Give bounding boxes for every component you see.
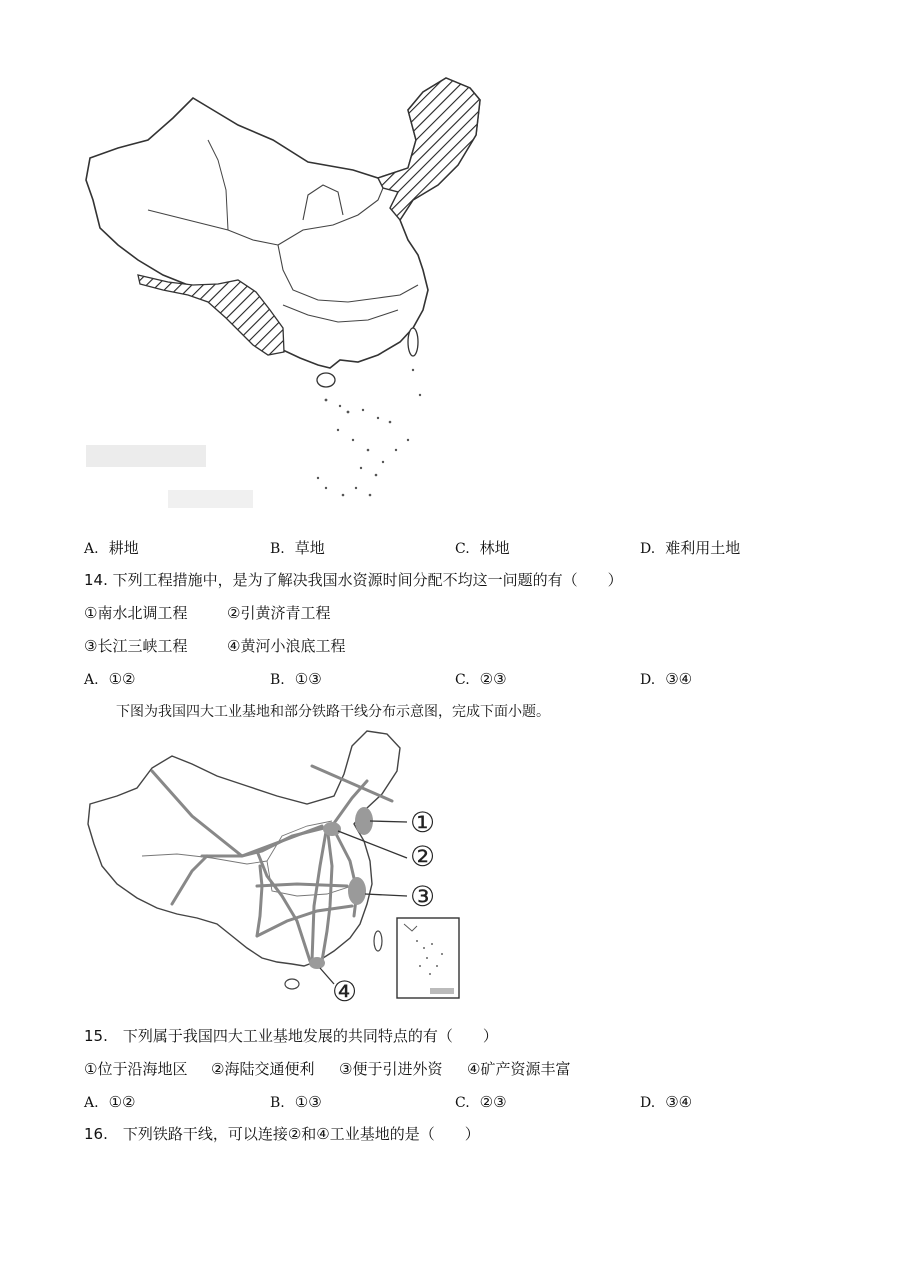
option-text: ①② — [108, 1093, 136, 1111]
option-text: 耕地 — [108, 539, 139, 557]
marker-4: ④ — [332, 975, 358, 1008]
taiwan-island — [374, 931, 382, 951]
option-letter: B. — [270, 541, 285, 557]
marker-2: ② — [410, 840, 436, 873]
option-letter: A. — [84, 672, 99, 688]
option-text: ①② — [108, 670, 136, 688]
base-jingjintang — [323, 822, 341, 836]
q14-option-a[interactable] — [84, 669, 135, 690]
taiwan-island — [408, 328, 418, 356]
q15-item-1: ①位于沿海地区 — [84, 1060, 188, 1078]
q15-option-d[interactable] — [640, 1092, 692, 1113]
option-text: ③④ — [665, 670, 693, 688]
q13-option-a[interactable] — [84, 538, 139, 559]
option-letter: C. — [455, 672, 470, 688]
option-text: ②③ — [479, 1093, 507, 1111]
option-letter: A. — [84, 1095, 99, 1111]
q14-item-4: ④黄河小浪底工程 — [227, 637, 346, 655]
q14-item-2: ②引黄济青工程 — [227, 604, 331, 622]
option-letter: C. — [455, 1095, 470, 1111]
option-text: ②③ — [479, 670, 507, 688]
q15-option-b[interactable] — [270, 1092, 322, 1113]
q15-item-2: ②海陆交通便利 — [211, 1060, 315, 1078]
base-huning — [348, 877, 366, 905]
q14-option-c[interactable] — [455, 669, 507, 690]
industrial-base-map — [82, 726, 467, 1008]
q14-item-1: ①南水北调工程 — [84, 604, 188, 622]
hainan-island — [317, 373, 335, 387]
option-text: ①③ — [294, 1093, 322, 1111]
south-sea-islands — [317, 369, 421, 497]
q14-option-b[interactable] — [270, 669, 322, 690]
option-text: 林地 — [479, 539, 510, 557]
option-letter: B. — [270, 1095, 285, 1111]
option-text: 草地 — [294, 539, 325, 557]
option-text: ③④ — [665, 1093, 693, 1111]
option-letter: B. — [270, 672, 285, 688]
option-letter: D. — [640, 672, 656, 688]
marker-1: ① — [410, 806, 436, 839]
option-text: 难利用土地 — [665, 539, 741, 557]
base-zhujiang — [309, 957, 325, 969]
option-letter: D. — [640, 541, 656, 557]
south-sea-inset — [397, 918, 459, 998]
q15-item-3: ③便于引进外资 — [339, 1060, 443, 1078]
option-text: ①③ — [294, 670, 322, 688]
hainan-island — [285, 979, 299, 989]
option-letter: A. — [84, 541, 99, 557]
q13-option-b[interactable] — [270, 538, 325, 559]
option-letter: D. — [640, 1095, 656, 1111]
q13-option-c[interactable] — [455, 538, 510, 559]
q14-option-d[interactable] — [640, 669, 692, 690]
map2-intro: 下图为我国四大工业基地和部分铁路干线分布示意图，完成下面小题。 — [116, 704, 550, 720]
china-outline — [88, 731, 400, 966]
q15-option-c[interactable] — [455, 1092, 507, 1113]
q15-option-a[interactable] — [84, 1092, 135, 1113]
q13-option-d[interactable] — [640, 538, 740, 559]
land-use-map — [78, 70, 498, 525]
q15-item-4: ④矿产资源丰富 — [467, 1060, 571, 1078]
marker-3: ③ — [410, 880, 436, 913]
option-letter: C. — [455, 541, 470, 557]
q16-question: 16. 下列铁路干线，可以连接②和④工业基地的是（ ） — [84, 1125, 480, 1143]
q14-question: 14. 下列工程措施中，是为了解决我国水资源时间分配不均这一问题的有（ ） — [84, 571, 623, 589]
q15-question: 15. 下列属于我国四大工业基地发展的共同特点的有（ ） — [84, 1027, 498, 1045]
q14-item-3: ③长江三峡工程 — [84, 637, 188, 655]
